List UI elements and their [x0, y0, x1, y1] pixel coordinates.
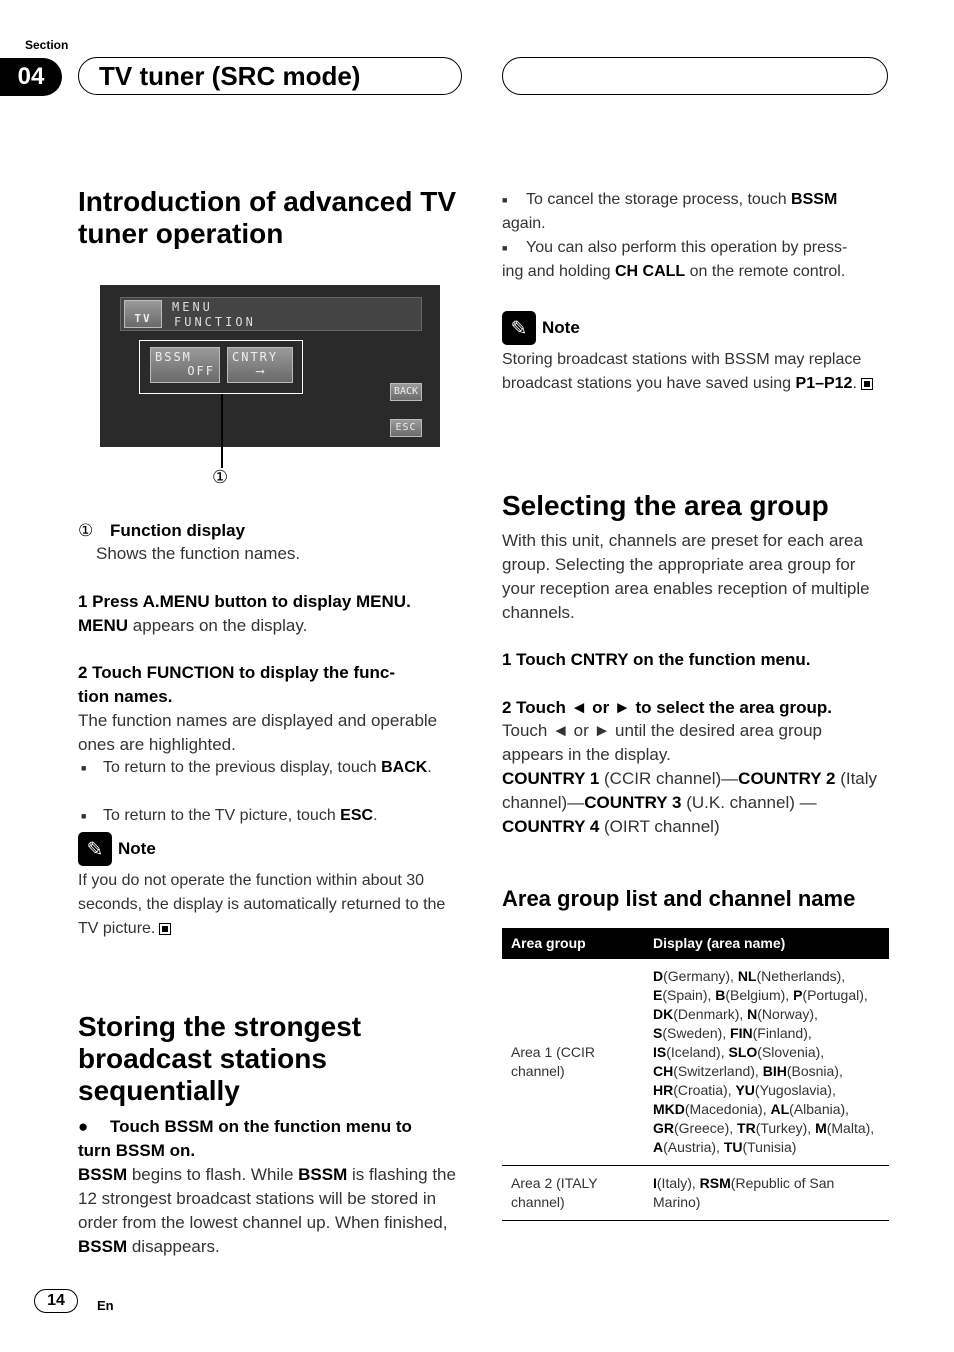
- area-name: (Greece),: [674, 1120, 738, 1136]
- note-header-right: ✎ Note: [502, 311, 580, 345]
- heading-storing: Storing the strongest broadcast stations sequentially: [78, 1011, 362, 1106]
- table-header-cell: Area group: [502, 928, 644, 959]
- area-name: (Norway),: [757, 1006, 818, 1022]
- area-name: (Sweden),: [662, 1025, 731, 1041]
- area-name: (Albania),: [789, 1101, 850, 1117]
- item1-title: ① Function display: [78, 521, 246, 540]
- back-button[interactable]: BACK: [390, 383, 422, 401]
- table-header-cell: Display (area name): [644, 928, 889, 959]
- cntry-button[interactable]: CNTRY ⟶: [227, 347, 293, 383]
- area-code: A: [653, 1139, 664, 1155]
- area-step2: 2 Touch ◄ or ► to select the area group.: [502, 698, 832, 717]
- table-row: [502, 1166, 889, 1221]
- arrow-right-icon: ⟶: [256, 364, 264, 378]
- area-name: (Tunisia): [742, 1139, 797, 1155]
- country-list: COUNTRY 1 (CCIR channel)—COUNTRY 2 (Italy channel)—COUNTRY 3 (U.K. channel) —COUNTRY 4 (OIRT channel): [502, 769, 878, 836]
- area-group-table: [502, 928, 889, 1221]
- esc-button[interactable]: ESC: [390, 419, 422, 437]
- bssm-desc: BSSM begins to flash. While BSSM is flashing the 12 strongest broadcast stations will be stored in order from the lowest channel up. When finished, BSSM disappears.: [78, 1165, 456, 1256]
- area-code: GR: [653, 1120, 674, 1136]
- area-code: P: [793, 987, 803, 1003]
- step1-desc: MENU appears on the display.: [78, 616, 308, 635]
- display-cell: [644, 959, 889, 1166]
- end-mark-icon: [159, 923, 171, 935]
- area-code: BIH: [762, 1063, 787, 1079]
- area-name: (Turkey),: [755, 1120, 816, 1136]
- area-name: (Germany),: [663, 968, 738, 984]
- area-name: (Switzerland),: [673, 1063, 763, 1079]
- area-name: (Spain),: [662, 987, 716, 1003]
- screen-title-bar: [120, 297, 422, 331]
- pencil-icon: ✎: [78, 832, 112, 866]
- bullet-remote: ■ You can also perform this operation by press- ing and holding CH CALL on the remote control.: [502, 239, 848, 281]
- area-code: RSM: [699, 1175, 731, 1191]
- area-name: (Croatia),: [673, 1082, 736, 1098]
- area-name: (Italy),: [656, 1175, 700, 1191]
- pencil-icon: ✎: [502, 311, 536, 345]
- heading-area-group: Selecting the area group: [502, 490, 829, 521]
- area-name: (Bosnia),: [786, 1063, 843, 1079]
- area-code: TU: [723, 1139, 743, 1155]
- area-code: B: [715, 987, 726, 1003]
- area-code: S: [653, 1025, 663, 1041]
- function-screen-illustration: [100, 285, 440, 447]
- table-header-row: [502, 928, 889, 959]
- area-name: (Slovenia),: [757, 1044, 825, 1060]
- area-name: (Belgium),: [725, 987, 794, 1003]
- area-name: (Malta),: [826, 1120, 875, 1136]
- page-title: TV tuner (SRC mode): [78, 57, 462, 95]
- note-text-right: Storing broadcast stations with BSSM may replace broadcast stations you have saved using P1–P12.: [502, 348, 882, 396]
- note-header-left: ✎ Note: [78, 832, 156, 866]
- callout-line: [221, 394, 223, 468]
- language-label: En: [97, 1298, 114, 1313]
- bssm-button[interactable]: BSSM OFF: [150, 347, 220, 383]
- area-name: (Netherlands),: [756, 968, 846, 984]
- area-name: (Macedonia),: [684, 1101, 771, 1117]
- item1-desc: Shows the function names.: [96, 544, 301, 563]
- area-name: (Denmark),: [673, 1006, 748, 1022]
- area-code: FIN: [730, 1025, 753, 1041]
- area-code: N: [747, 1006, 758, 1022]
- area-code: D: [653, 968, 664, 984]
- end-mark-icon: [861, 378, 873, 390]
- area-name: (Yugoslavia),: [754, 1082, 836, 1098]
- screen-menu-label: MENU: [172, 300, 213, 314]
- area-code: I: [653, 1175, 657, 1191]
- step2-desc: The function names are displayed and operable ones are highlighted.: [78, 711, 438, 754]
- heading-intro: Introduction of advanced TV tuner operation: [78, 186, 457, 249]
- area-code: TR: [737, 1120, 756, 1136]
- area-intro: With this unit, channels are preset for each area group. Selecting the appropriate area group for your reception area enables reception of multiple channels.: [502, 531, 870, 622]
- area-step2-desc: Touch ◄ or ► until the desired area group appears in the display.: [502, 721, 822, 764]
- bullet-dot-icon: ●: [78, 1117, 89, 1136]
- area-code: M: [815, 1120, 827, 1136]
- area-code: E: [653, 987, 663, 1003]
- area-cell: Area 2 (ITALY channel): [502, 1166, 644, 1221]
- section-number: 04: [0, 58, 62, 96]
- area-code: AL: [770, 1101, 790, 1117]
- page-number: 14: [34, 1289, 78, 1313]
- area-cell: Area 1 (CCIR channel): [502, 959, 644, 1166]
- area-name: (Finland),: [752, 1025, 812, 1041]
- area-name: (Austria),: [663, 1139, 724, 1155]
- area-code: CH: [653, 1063, 674, 1079]
- area-code: SLO: [728, 1044, 758, 1060]
- area-code: IS: [653, 1044, 667, 1060]
- area-code: DK: [653, 1006, 674, 1022]
- area-code: MKD: [653, 1101, 685, 1117]
- area-name: (Republic of San Marino): [653, 1175, 835, 1210]
- tv-source-icon: TV: [124, 300, 162, 328]
- screen-function-label: FUNCTION: [174, 315, 256, 329]
- area-name: (Portugal),: [802, 987, 868, 1003]
- step1-heading: 1 Press A.MENU button to display MENU.: [78, 592, 411, 611]
- bullet-back: ■ To return to the previous display, touch BACK.: [78, 756, 488, 780]
- callout-number: ①: [212, 467, 229, 487]
- header-empty-box: [502, 57, 888, 95]
- table-row: [502, 959, 889, 1166]
- area-code: HR: [653, 1082, 674, 1098]
- area-code: NL: [737, 968, 757, 984]
- area-code: YU: [735, 1082, 755, 1098]
- bullet-cancel: ■ To cancel the storage process, touch BSSM again.: [502, 191, 838, 233]
- bullet-esc: ■ To return to the TV picture, touch ESC.: [78, 804, 488, 828]
- area-step1: 1 Touch CNTRY on the function menu.: [502, 650, 811, 669]
- area-name: (Iceland),: [666, 1044, 729, 1060]
- note-text-left: If you do not operate the function within about 30 seconds, the display is automatically returned to the TV picture.: [78, 872, 446, 937]
- section-label: Section: [25, 38, 69, 52]
- heading-area-list: Area group list and channel name: [502, 886, 856, 911]
- step2-heading: 2 Touch FUNCTION to display the func- tion names.: [78, 663, 396, 706]
- bssm-step-heading: ● Touch BSSM on the function menu to turn BSSM on.: [78, 1117, 412, 1160]
- display-cell: [644, 1166, 889, 1221]
